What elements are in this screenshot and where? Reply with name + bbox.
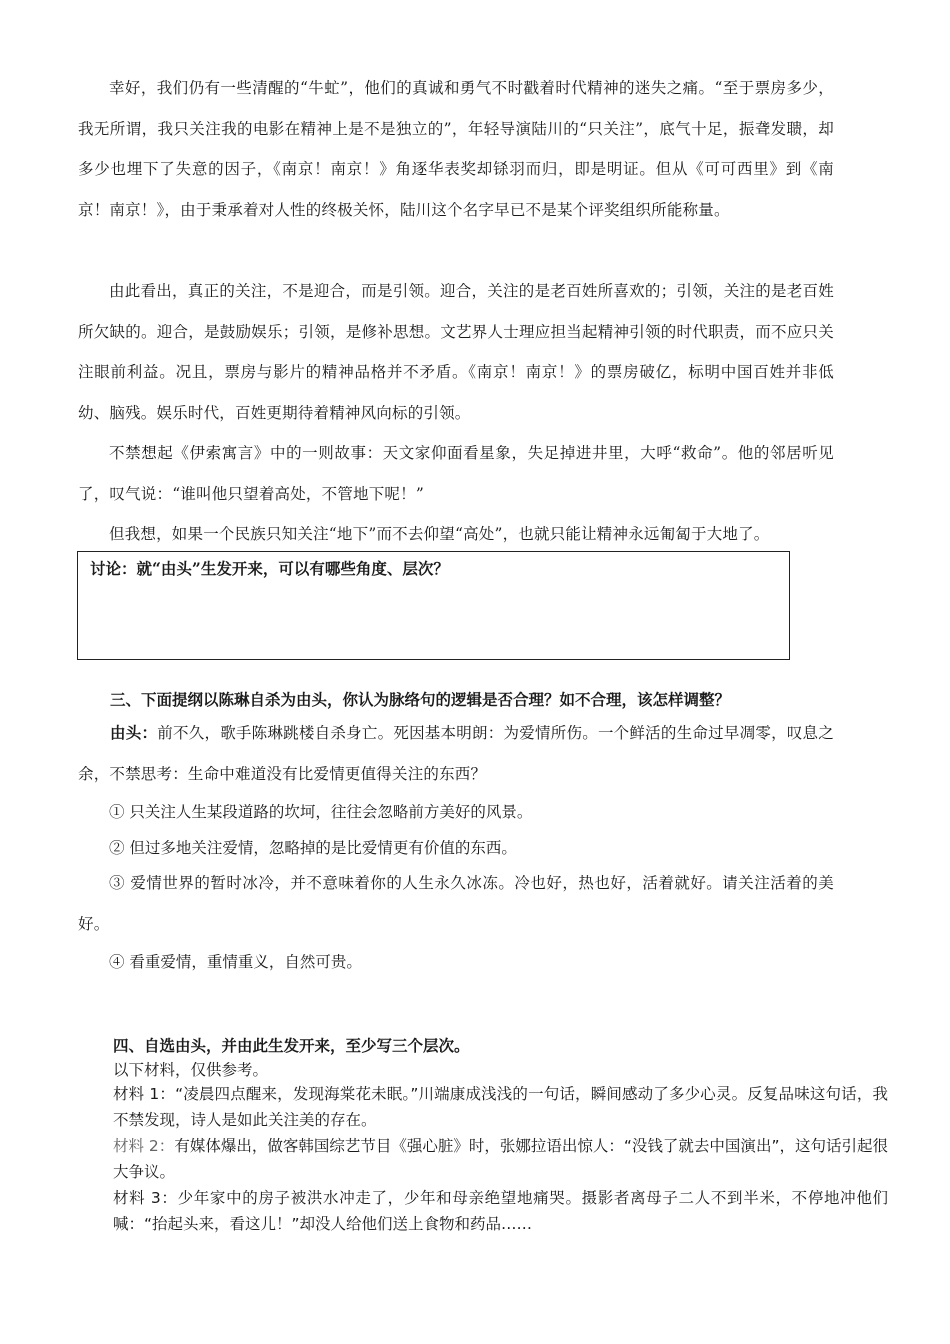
material-3-label: 材料 3： — [113, 1189, 178, 1207]
yoto-label: 由头： — [110, 723, 158, 742]
discussion-box — [77, 551, 790, 660]
section3-yoto — [78, 713, 834, 794]
outline-item-2: ② 但过多地关注爱情，忽略掉的是比爱情更有价值的东西。 — [109, 839, 517, 857]
article-paragraph-4: 但我想，如果一个民族只知关注“地下”而不去仰望“高处”，也就只能让精神永远匍匐于大地了。 — [109, 525, 770, 543]
material-2 — [113, 1133, 888, 1185]
material-1 — [113, 1081, 888, 1133]
material-3-text: 少年家中的房子被洪水冲走了，少年和母亲绝望地痛哭。摄影者离母子二人不到半米，不停地冲他们喊：“抬起头来，看这儿！”却没人给他们送上食物和药品…… — [113, 1189, 888, 1233]
material-1-label: 材料 1： — [113, 1085, 176, 1103]
yoto-text: 前不久，歌手陈琳跳楼自杀身亡。死因基本明朗：为爱情所伤。一个鲜活的生命过早凋零，叹息之余，不禁思考：生命中难道没有比爱情更值得关注的东西？ — [78, 724, 834, 783]
article-paragraph-1: 幸好，我们仍有一些清醒的“牛虻”，他们的真诚和勇气不时戳着时代精神的迷失之痛。“至于票房多少，我无所谓，我只关注我的电影在精神上是不是独立的”，年轻导演陆川的“只关注”，底气十足，振聋发聩，却多少也埋下了失意的因子，《南京！南京！》角逐华表奖却铩羽而归，即是明证。但从《可可西里》到《南京！南京！》，由于秉承着对人性的终极关怀，陆川这个名字早已不是某个评奖组织所能称量。 — [78, 79, 834, 219]
section4-intro: 以下材料，仅供参考。 — [113, 1061, 269, 1079]
section3-heading: 三、下面提纲以陈琳自杀为由头，你认为脉络句的逻辑是否合理？如不合理，该怎样调整？ — [110, 690, 731, 709]
section4-heading: 四、自选由头，并由此生发开来，至少写三个层次。 — [113, 1037, 470, 1055]
outline-item-1: ① 只关注人生某段道路的坎坷，往往会忽略前方美好的风景。 — [109, 803, 533, 821]
material-3 — [113, 1185, 888, 1237]
outline-item-3: ③ 爱情世界的暂时冰冷，并不意味着你的人生永久冰冻。冷也好，热也好，活着就好。请关注活着的美好。 — [78, 874, 834, 933]
material-1-text: “凌晨四点醒来，发现海棠花未眠。”川端康成浅浅的一句话，瞬间感动了多少心灵。反复品味这句话，我不禁发现，诗人是如此关注美的存在。 — [113, 1085, 888, 1129]
article-paragraph-2: 由此看出，真正的关注，不是迎合，而是引领。迎合，关注的是老百姓所喜欢的；引领，关注的是老百姓所欠缺的。迎合，是鼓励娱乐；引领，是修补思想。文艺界人士理应担当起精神引领的时代职责，而不应只关注眼前利益。况且，票房与影片的精神品格并不矛盾。《南京！南京！》的票房破亿，标明中国百姓并非低幼、脑残。娱乐时代，百姓更期待着精神风向标的引领。 — [78, 282, 834, 422]
material-2-label: 材料 2： — [113, 1137, 175, 1155]
discussion-title: 讨论：就“由头”生发开来，可以有哪些角度、层次？ — [90, 559, 449, 578]
material-2-text: 有媒体爆出，做客韩国综艺节目《强心脏》时，张娜拉语出惊人：“没钱了就去中国演出”，这句话引起很大争议。 — [113, 1137, 888, 1181]
outline-item-4: ④ 看重爱情，重情重义，自然可贵。 — [109, 953, 362, 971]
article-paragraph-3: 不禁想起《伊索寓言》中的一则故事：天文家仰面看星象，失足掉进井里，大呼“救命”。他的邻居听见了，叹气说：“谁叫他只望着高处，不管地下呢！” — [78, 444, 834, 503]
